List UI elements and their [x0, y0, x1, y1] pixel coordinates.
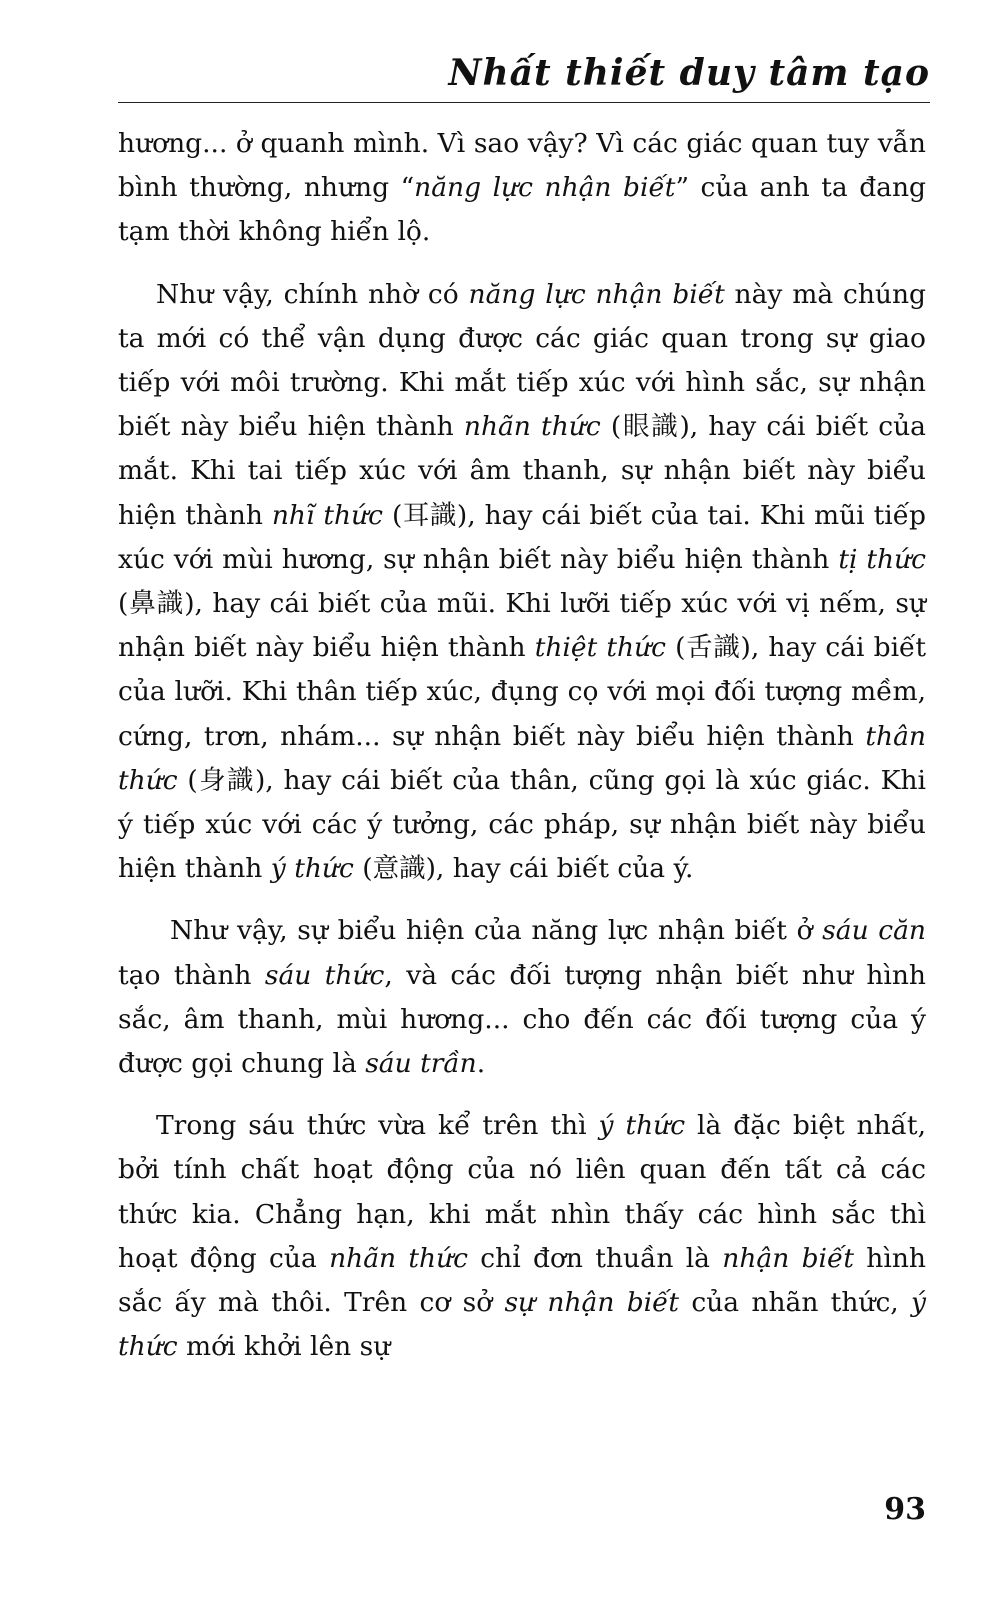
text-run: (眼識), hay cái biết của mắt. Khi tai tiếp xúc với âm thanh, sự nhận biết này biểu hiện thành: [118, 411, 926, 531]
paragraph-4: [118, 1104, 926, 1369]
text-run: là đặc biệt nhất, bởi tính chất hoạt động của nó liên quan đến tất cả các thức kia. Chẳng hạn, khi mắt nhìn thấy các hình sắc thì hoạt động của: [118, 1110, 926, 1274]
text-run: hương... ở quanh mình. Vì sao vậy? Vì các giác quan tuy vẫn bình thường, nhưng “: [118, 128, 926, 204]
text-run: Như vậy, chính nhờ có: [156, 278, 469, 310]
italic-term: nhãn thức: [329, 1242, 468, 1274]
text-run: mới khởi lên sự: [177, 1331, 391, 1363]
text-run: (舌識), hay cái biết của lưỡi. Khi thân tiếp xúc, đụng cọ với mọi đối tượng mềm, cứng, trơn, nhám... sự nhận biết này biểu hiện thành: [118, 632, 926, 752]
italic-term: sáu thức: [264, 959, 385, 991]
text-run: .: [476, 1048, 486, 1080]
running-header-title: Nhất thiết duy tâm tạo: [448, 52, 930, 94]
italic-term: sáu căn: [822, 915, 926, 947]
text-run: Trong sáu thức vừa kể trên thì: [156, 1110, 599, 1142]
text-run: (意識), hay cái biết của ý.: [353, 853, 694, 885]
italic-term: ý thức: [270, 853, 354, 885]
italic-term: sự nhận biết: [504, 1287, 680, 1319]
header-divider: [118, 102, 930, 103]
text-run: Như vậy, sự biểu hiện của năng lực nhận biết ở: [170, 915, 823, 947]
paragraph-1: [118, 122, 926, 255]
paragraph-2: [118, 273, 926, 892]
italic-term: năng lực nhận biết: [414, 172, 676, 204]
text-run: (身識), hay cái biết của thân, cũng gọi là xúc giác. Khi ý tiếp xúc với các ý tưởng, các pháp, sự nhận biết này biểu hiện thành: [118, 764, 926, 885]
text-run: , và các đối tượng nhận biết như hình sắc, âm thanh, mùi hương... cho đến các đối tượng của ý được gọi chung là: [118, 959, 927, 1080]
italic-term: năng lực nhận biết: [468, 278, 725, 310]
text-run: của nhãn thức,: [679, 1287, 912, 1319]
page-number: 93: [884, 1492, 926, 1527]
text-run: (耳識), hay cái biết của tai. Khi mũi tiếp xúc với mùi hương, sự nhận biết này biểu hiện thành: [118, 499, 926, 575]
body-text: [118, 122, 926, 1387]
italic-term: sáu trần: [365, 1048, 477, 1080]
text-run: chỉ đơn thuần là: [468, 1242, 723, 1274]
italic-term: thiệt thức: [534, 632, 666, 664]
italic-term: ý thức: [598, 1110, 686, 1142]
italic-term: thân thức: [118, 720, 926, 796]
text-run: hình sắc ấy mà thôi. Trên cơ sở: [118, 1242, 926, 1319]
italic-term: nhận biết: [722, 1242, 854, 1274]
text-run: ” của anh ta đang tạm thời không hiển lộ.: [118, 172, 926, 248]
italic-term: ý thức: [118, 1287, 927, 1363]
text-run: (鼻識), hay cái biết của mũi. Khi lưỡi tiếp xúc với vị nếm, sự nhận biết này biểu hiện thành: [118, 588, 926, 664]
italic-term: tị thức: [838, 543, 926, 575]
text-run: tạo thành: [118, 959, 265, 991]
paragraph-3: [118, 909, 926, 1086]
italic-term: nhãn thức: [463, 411, 601, 443]
text-run: này mà chúng ta mới có thể vận dụng được các giác quan trong sự giao tiếp với môi trường. Khi mắt tiếp xúc với hình sắc, sự nhận biết này biểu hiện thành: [118, 278, 926, 443]
italic-term: nhĩ thức: [271, 499, 384, 531]
